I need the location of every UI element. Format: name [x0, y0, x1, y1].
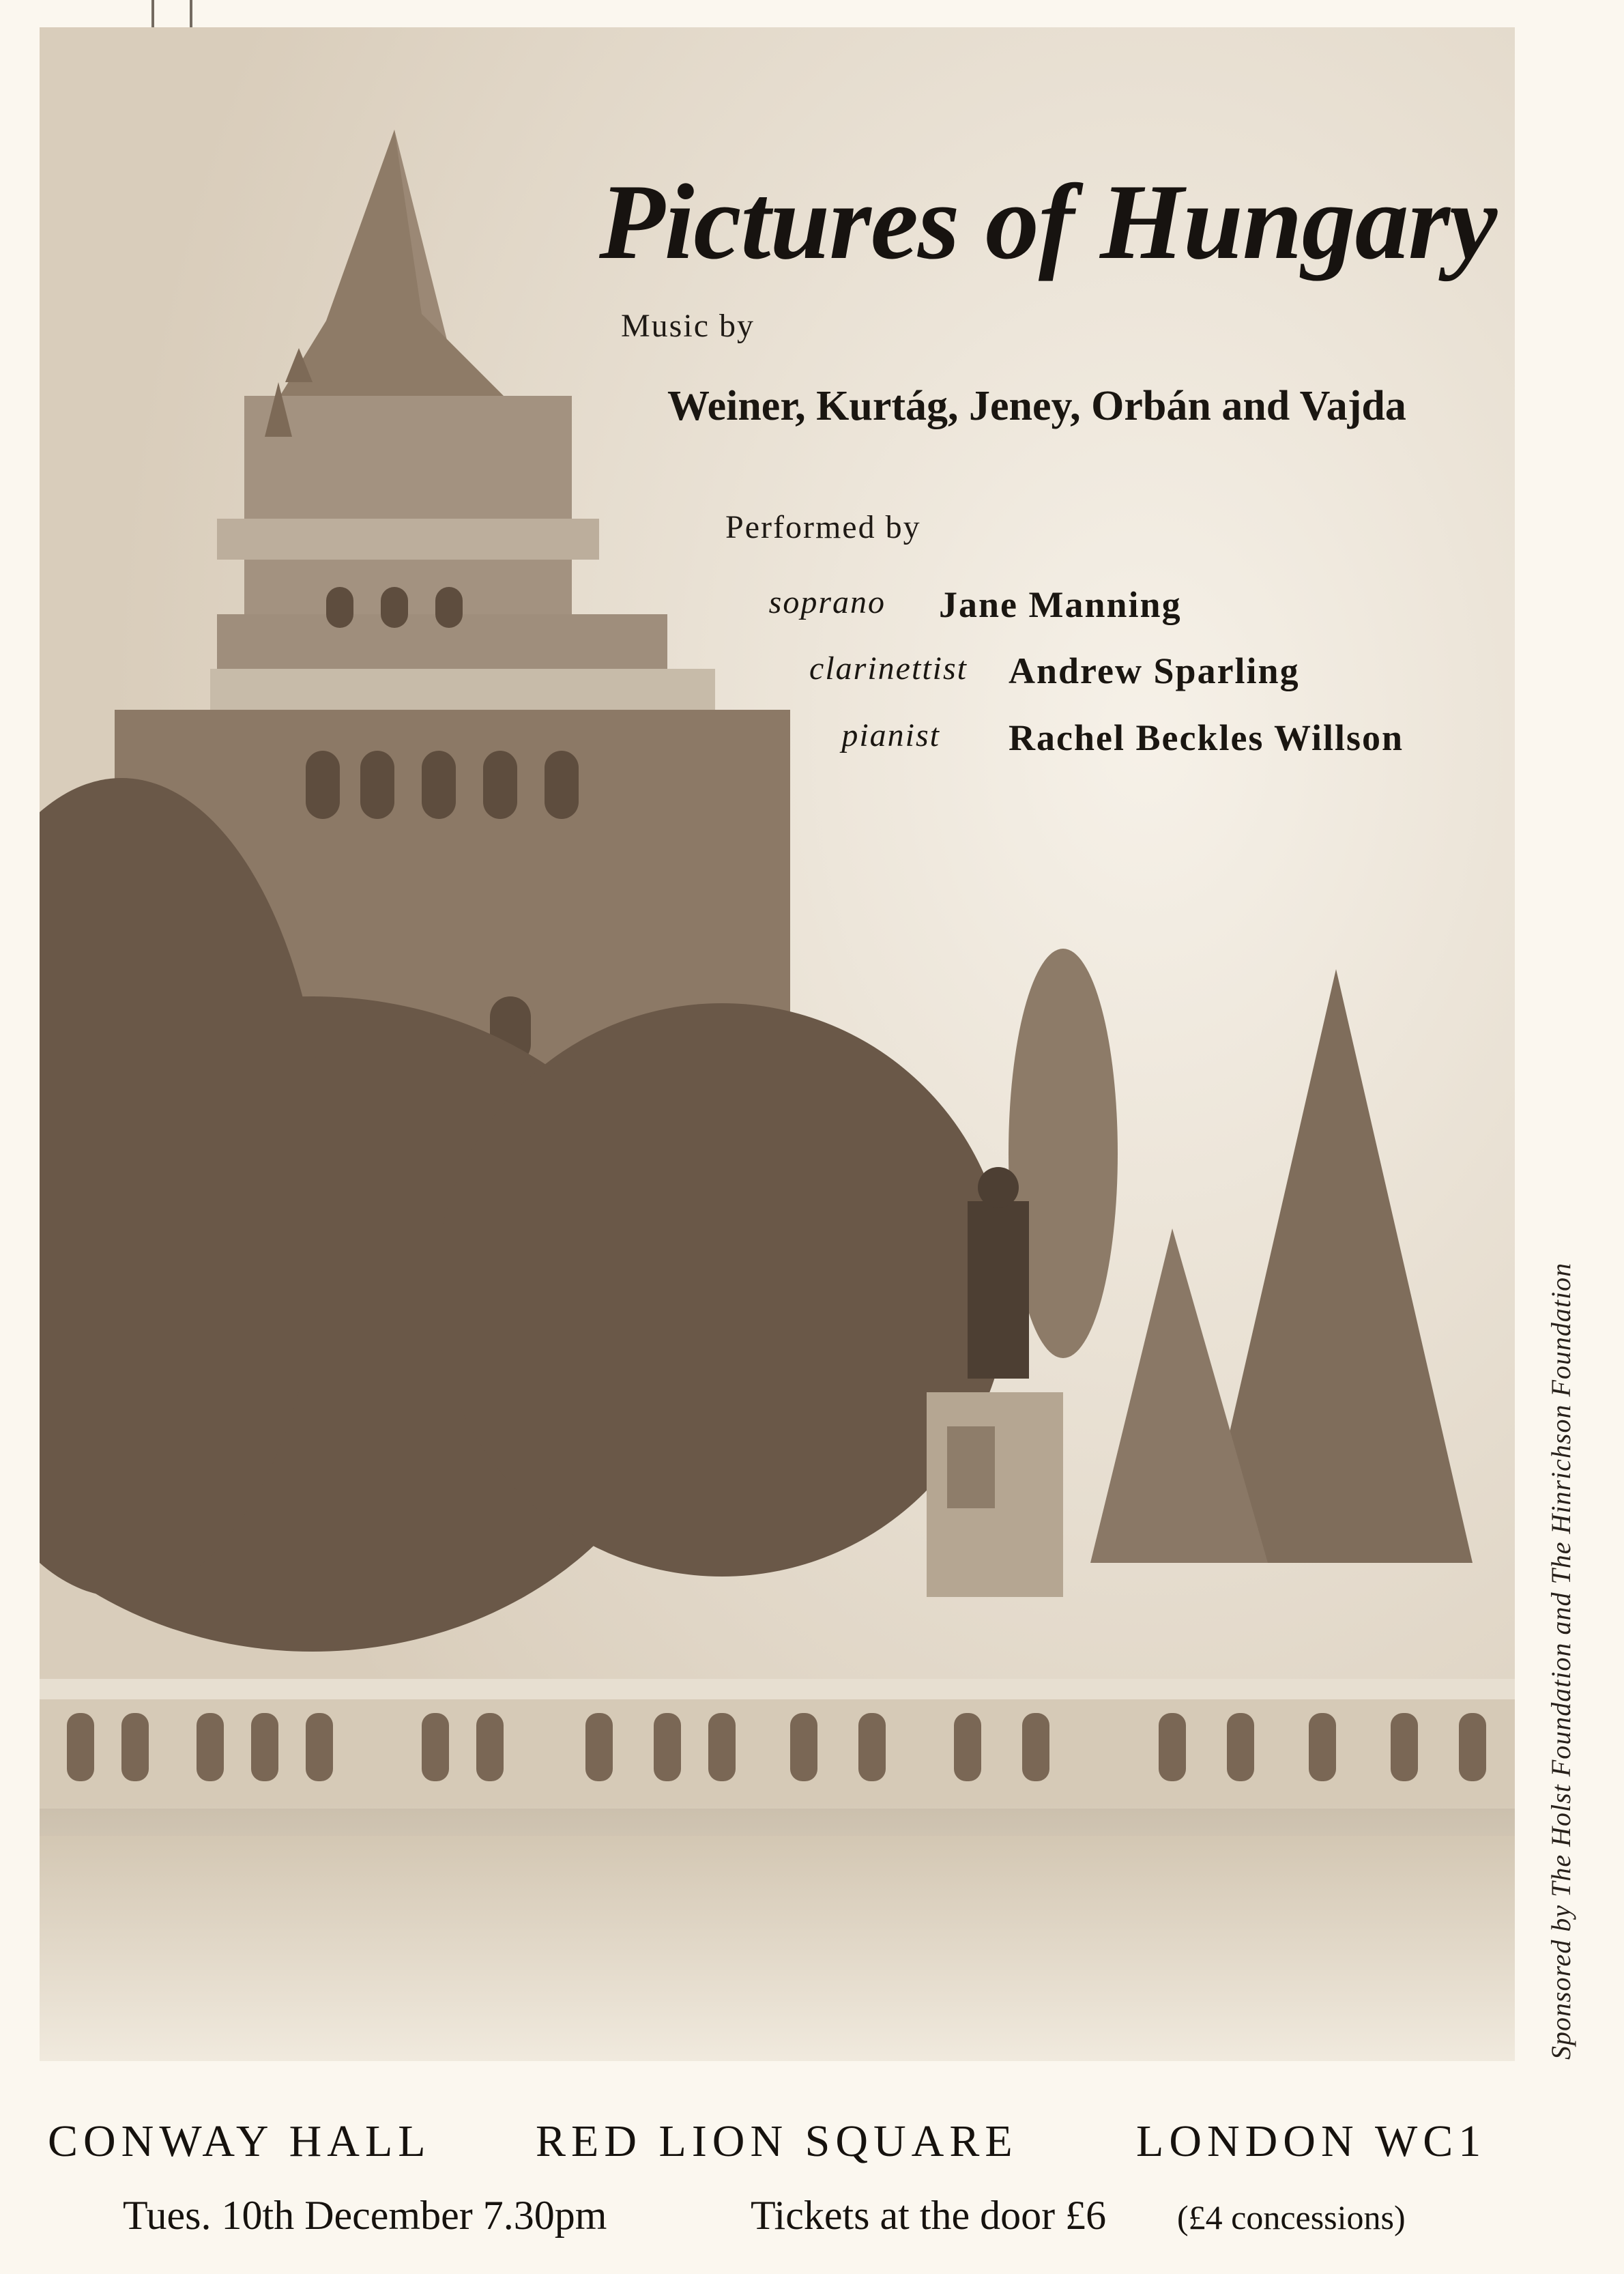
venue-square: RED LION SQUARE: [536, 2116, 1018, 2166]
event-date-time: Tues. 10th December 7.30pm: [123, 2193, 607, 2238]
performed-by-label: Performed by: [725, 509, 921, 545]
venue-city: LONDON WC1: [1136, 2116, 1487, 2166]
composer-list: Weiner, Kurtág, Jeney, Orbán and Vajda: [667, 383, 1406, 429]
venue-hall: CONWAY HALL: [48, 2116, 431, 2166]
performer-role: pianist: [841, 717, 940, 753]
sponsor-credit: Sponsored by The Holst Foundation and The Hinrichson Foundation: [1546, 1262, 1576, 2060]
music-by-label: Music by: [621, 308, 755, 344]
ticket-price: Tickets at the door £6: [751, 2193, 1107, 2238]
poster-photograph: [40, 27, 1515, 2061]
castle-scene-illustration: [40, 27, 1515, 2061]
concession-price: (£4 concessions): [1177, 2198, 1406, 2236]
poster-title: Pictures of Hungary: [599, 162, 1497, 282]
performer-name: Jane Manning: [939, 584, 1182, 625]
performer-name: Rachel Beckles Willson: [1009, 717, 1404, 758]
fog: [40, 1802, 1515, 2061]
performer-role: soprano: [768, 584, 886, 620]
venue-line: [48, 2116, 1522, 2170]
performer-role: clarinettist: [809, 650, 968, 687]
performer-name: Andrew Sparling: [1009, 650, 1300, 691]
